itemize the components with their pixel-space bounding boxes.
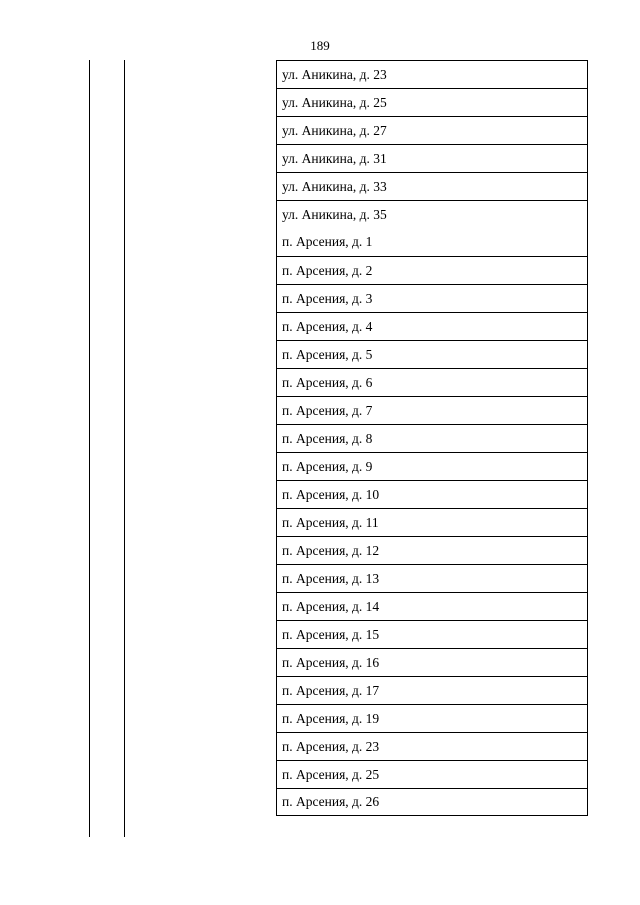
- table-row: п. Арсения, д. 7: [277, 396, 587, 424]
- table-row: ул. Аникина, д. 33: [277, 172, 587, 200]
- table-row: ул. Аникина, д. 23: [277, 60, 587, 88]
- table-row: п. Арсения, д. 5: [277, 340, 587, 368]
- table-row: п. Арсения, д. 25: [277, 760, 587, 788]
- table-row: п. Арсения, д. 8: [277, 424, 587, 452]
- table-row: п. Арсения, д. 3: [277, 284, 587, 312]
- table-row: ул. Аникина, д. 31: [277, 144, 587, 172]
- table-row: п. Арсения, д. 13: [277, 564, 587, 592]
- table-row: п. Арсения, д. 19: [277, 704, 587, 732]
- table-row: п. Арсения, д. 1: [282, 234, 373, 249]
- table-column-border-1: [124, 60, 125, 837]
- table-row: п. Арсения, д. 4: [277, 312, 587, 340]
- table-row: п. Арсения, д. 17: [277, 676, 587, 704]
- table-row: п. Арсения, д. 26: [277, 788, 587, 816]
- table-row: п. Арсения, д. 16: [277, 648, 587, 676]
- table-row: п. Арсения, д. 10: [277, 480, 587, 508]
- table-row: п. Арсения, д. 14: [277, 592, 587, 620]
- table-row: п. Арсения, д. 9: [277, 452, 587, 480]
- table-row: ул. Аникина, д. 27: [277, 116, 587, 144]
- table-row: ул. Аникина, д. 25: [277, 88, 587, 116]
- table-row: ул. Аникина, д. 35: [277, 200, 587, 228]
- table-row: п. Арсения, д. 11: [277, 508, 587, 536]
- table-row: п. Арсения, д. 23: [277, 732, 587, 760]
- table-row: п. Арсения, д. 6: [277, 368, 587, 396]
- table-row: п. Арсения, д. 15: [277, 620, 587, 648]
- table-row: п. Арсения, д. 2: [277, 256, 587, 284]
- page-number: 189: [310, 38, 330, 53]
- table-row: п. Арсения, д. 12: [277, 536, 587, 564]
- address-table: [276, 60, 588, 816]
- table-column-border-left: [89, 60, 90, 837]
